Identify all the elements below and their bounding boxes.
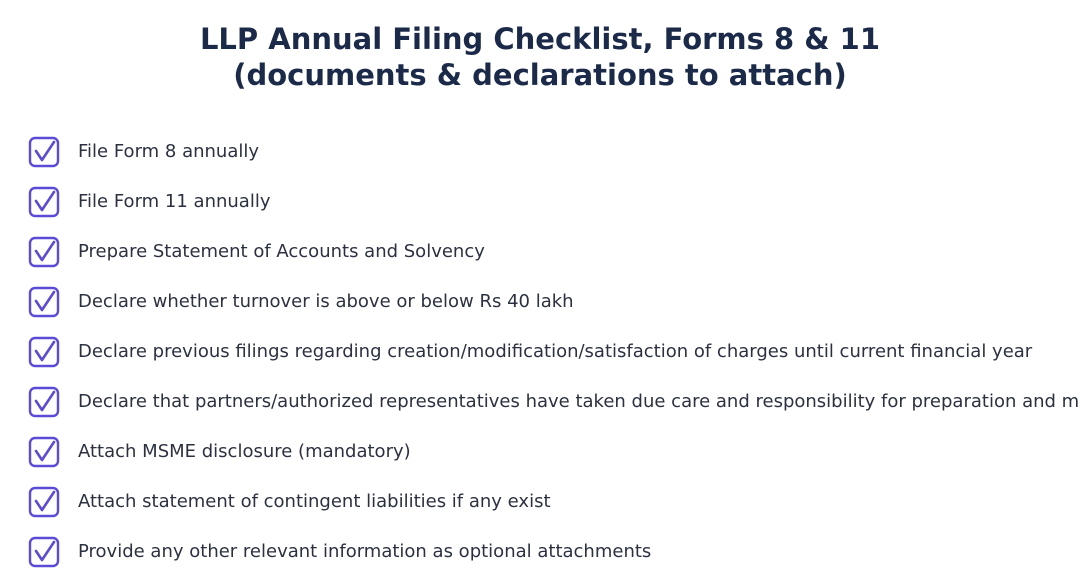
checklist-item-label: File Form 11 annually	[78, 191, 271, 212]
checklist	[0, 127, 1080, 577]
checklist-item-label: Declare previous filings regarding creation/modification/satisfaction of charges until current financial year	[78, 341, 1033, 362]
page-title-line-2: (documents & declarations to attach)	[233, 58, 847, 92]
checklist-item	[0, 277, 1080, 327]
checklist-item-label: Attach MSME disclosure (mandatory)	[78, 441, 411, 462]
checked-checkbox-icon[interactable]	[28, 236, 60, 268]
checklist-item	[0, 377, 1080, 427]
checklist-item	[0, 327, 1080, 377]
checklist-item	[0, 177, 1080, 227]
page-title-line-1: LLP Annual Filing Checklist, Forms 8 & 11	[199, 22, 881, 56]
checklist-item	[0, 527, 1080, 577]
checked-checkbox-icon[interactable]	[28, 186, 60, 218]
checklist-item	[0, 477, 1080, 527]
checklist-item-label: Attach statement of contingent liabilities if any exist	[78, 491, 551, 512]
checklist-item	[0, 127, 1080, 177]
checklist-item-label: Declare whether turnover is above or below Rs 40 lakh	[78, 291, 574, 312]
checked-checkbox-icon[interactable]	[28, 386, 60, 418]
checked-checkbox-icon[interactable]	[28, 336, 60, 368]
checklist-item	[0, 227, 1080, 277]
checklist-item-label: File Form 8 annually	[78, 141, 260, 162]
checked-checkbox-icon[interactable]	[28, 486, 60, 518]
checklist-item-label: Provide any other relevant information as optional attachments	[78, 541, 652, 562]
checked-checkbox-icon[interactable]	[28, 136, 60, 168]
checked-checkbox-icon[interactable]	[28, 436, 60, 468]
checklist-item-label: Prepare Statement of Accounts and Solvency	[78, 241, 485, 262]
page-title	[0, 21, 1080, 93]
checked-checkbox-icon[interactable]	[28, 536, 60, 568]
checklist-item	[0, 427, 1080, 477]
checked-checkbox-icon[interactable]	[28, 286, 60, 318]
checklist-item-label: Declare that partners/authorized representatives have taken due care and responsibility for preparation and m	[78, 391, 1080, 412]
